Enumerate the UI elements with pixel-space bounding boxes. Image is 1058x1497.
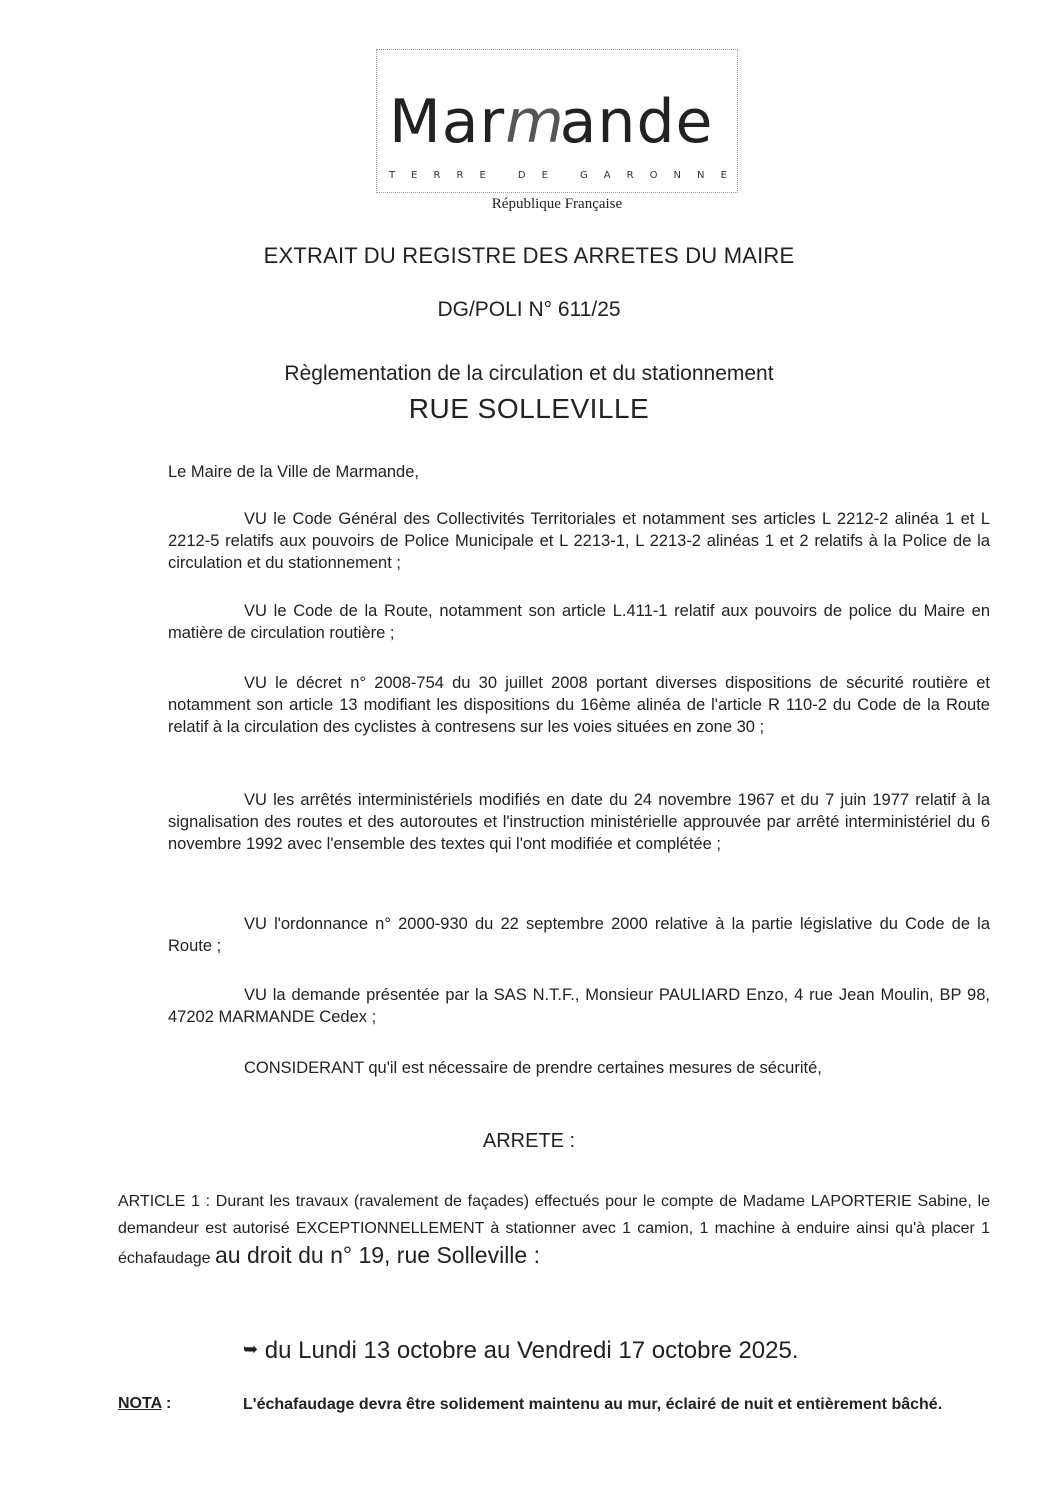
- article-1-text: ARTICLE 1 : Durant les travaux (ravalement de façades) effectués pour le compte de Madame LAPORTERIE Sabine, le demandeur est autorisé EXCEPTIONNELLEMENT à stationner avec 1 camion, 1 machine à enduire ainsi qu'à placer 1 échafaudage: [118, 1193, 990, 1267]
- republique-francaise: République Française: [491, 196, 623, 212]
- arrete-heading: ARRETE :: [482, 1130, 576, 1152]
- consideration-demande: VU la demande présentée par la SAS N.T.F., Monsieur PAULIARD Enzo, 4 rue Jean Moulin, BP 98, 47202 MARMANDE Cedex ;: [168, 986, 990, 1026]
- period-text: du Lundi 13 octobre au Vendredi 17 octobre 2025.: [264, 1337, 799, 1364]
- reference-number: DG/POLI N° 611/25: [437, 298, 621, 321]
- nota-label-text: NOTA: [118, 1395, 162, 1412]
- logo-frame: [376, 49, 738, 193]
- tagline-letter: D: [517, 170, 526, 181]
- nota-label: [118, 1395, 171, 1413]
- tagline-letter: N: [673, 170, 682, 181]
- tagline-letter: E: [479, 170, 486, 181]
- logo-text-right: ande: [559, 87, 714, 157]
- consideration-decret: VU le décret n° 2008-754 du 30 juillet 2008 portant diverses dispositions de sécurité routière et notamment son article 13 modifiant les dispositions du 16ème alinéa de l'article R 110-2 du Code de la Route relatif à la circulation des cyclistes à contresens sur les voies situées en zone 30 ;: [168, 674, 990, 736]
- tagline-letter: O: [649, 170, 658, 181]
- tagline-letter: N: [697, 170, 705, 181]
- preamble-opening: Le Maire de la Ville de Marmande,: [168, 463, 419, 481]
- considerant: CONSIDERANT qu'il est nécessaire de prendre certaines mesures de sécurité,: [244, 1059, 822, 1077]
- hooked-arrow-icon: ➥: [243, 1339, 259, 1359]
- tagline-letter: R: [433, 170, 441, 181]
- nota-separator: :: [161, 1395, 172, 1412]
- article-1-location: au droit du n° 19, rue Solleville :: [214, 1242, 540, 1268]
- tagline-letter: A: [603, 170, 611, 181]
- consideration-cgct: VU le Code Général des Collectivités Territoriales et notamment ses articles L 2212-2 alinéa 1 et L 2212-5 relatifs aux pouvoirs de Police Municipale et L 2213-1, L 2213-2 alinéas 1 et 2 relatifs à la Police de la circulation et du stationnement ;: [168, 510, 990, 572]
- tagline-letter: G: [579, 170, 588, 181]
- logo-text-left: Mar: [389, 87, 506, 157]
- consideration-arretes: VU les arrêtés interministériels modifiés en date du 24 novembre 1967 et du 7 juin 1977 relatif à la signalisation des routes et des autoroutes et l'instruction ministérielle approuvée par arrêté interministériel du 6 novembre 1992 avec l'ensemble des textes qui l'ont modifiée et complétée ;: [168, 791, 990, 853]
- consideration-ordonnance: VU l'ordonnance n° 2000-930 du 22 septembre 2000 relative à la partie législative du Code de la Route ;: [168, 915, 990, 955]
- tagline-letter: R: [456, 170, 464, 181]
- nota-text: L'échafaudage devra être solidement maintenu au mur, éclairé de nuit et entièrement bâché.: [243, 1396, 943, 1413]
- marmande-logo: [389, 87, 714, 157]
- document-title: EXTRAIT DU REGISTRE DES ARRETES DU MAIRE: [263, 243, 795, 268]
- article-1: [118, 1188, 990, 1272]
- tagline-letter: R: [626, 170, 634, 181]
- subject-line: Règlementation de la circulation et du stationnement: [284, 362, 774, 385]
- logo-wave-m: m: [505, 87, 560, 157]
- tagline-letter: T: [389, 170, 396, 181]
- authorization-period: [243, 1337, 799, 1365]
- street-name: RUE SOLLEVILLE: [408, 393, 650, 424]
- tagline-letter: E: [411, 170, 418, 181]
- consideration-code-route: VU le Code de la Route, notamment son article L.411-1 relatif aux pouvoirs de police du Maire en matière de circulation routière ;: [168, 602, 990, 642]
- logo-tagline: [389, 170, 727, 181]
- tagline-letter: E: [541, 170, 548, 181]
- tagline-letter: E: [720, 170, 727, 181]
